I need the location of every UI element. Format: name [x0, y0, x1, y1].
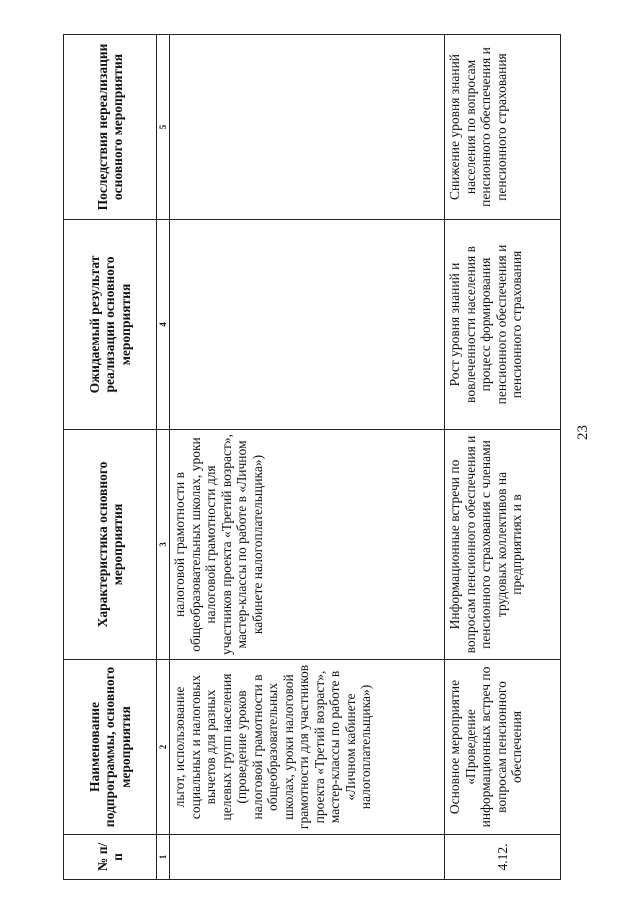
header-name: Наименование подпрограммы, основного мероприятия	[64, 660, 157, 835]
row-consequence	[170, 35, 445, 220]
row-result	[170, 220, 445, 430]
header-number: № п/п	[64, 835, 157, 880]
rotated-table-wrapper	[63, 35, 561, 880]
page-number: 23	[575, 425, 591, 440]
table-row	[170, 35, 445, 880]
column-number: 2	[157, 660, 170, 835]
row-name: льгот, использование социальных и налоговых вычетов для разных целевых групп населения (проведение уроков налоговой грамотности в общеобразовательных школах, уроки налоговой грамотности для участников проекта «Третий возраст», мастер-классы по работе в «Личном кабинете налогоплательщика»)	[170, 660, 445, 835]
row-result: Рост уровня знаний и вовлеченности населения в процесс формирования пенсионного обеспечения и пенсионного страхования	[445, 220, 561, 430]
column-number: 4	[157, 220, 170, 430]
row-consequence: Снижение уровня знаний населения по вопросам пенсионного обеспечения и пенсионного страхования	[445, 35, 561, 220]
table-header-row	[64, 35, 157, 880]
program-table	[63, 34, 561, 880]
header-consequence: Последствия нереализации основного мероприятия	[64, 35, 157, 220]
row-characteristic: налоговой грамотности в общеобразовательных школах, уроки налоговой грамотности для участников проекта «Третий возраст», мастер-классы по работе в «Личном кабинете налогоплательщика»)	[170, 430, 445, 660]
column-number: 5	[157, 35, 170, 220]
column-number: 1	[157, 835, 170, 880]
row-characteristic: Информационные встречи по вопросам пенсионного обеспечения и пенсионного страхования с членами трудовых коллективов на предприятиях и в	[445, 430, 561, 660]
header-characteristic: Характеристика основного мероприятия	[64, 430, 157, 660]
column-numbers-row	[157, 35, 170, 880]
row-number: 4.12.	[445, 835, 561, 880]
table-row	[445, 35, 561, 880]
row-number	[170, 835, 445, 880]
header-result: Ожидаемый результат реализации основного мероприятия	[64, 220, 157, 430]
column-number: 3	[157, 430, 170, 660]
row-name: Основное мероприятие «Проведение информационных встреч по вопросам пенсионного обеспечения	[445, 660, 561, 835]
